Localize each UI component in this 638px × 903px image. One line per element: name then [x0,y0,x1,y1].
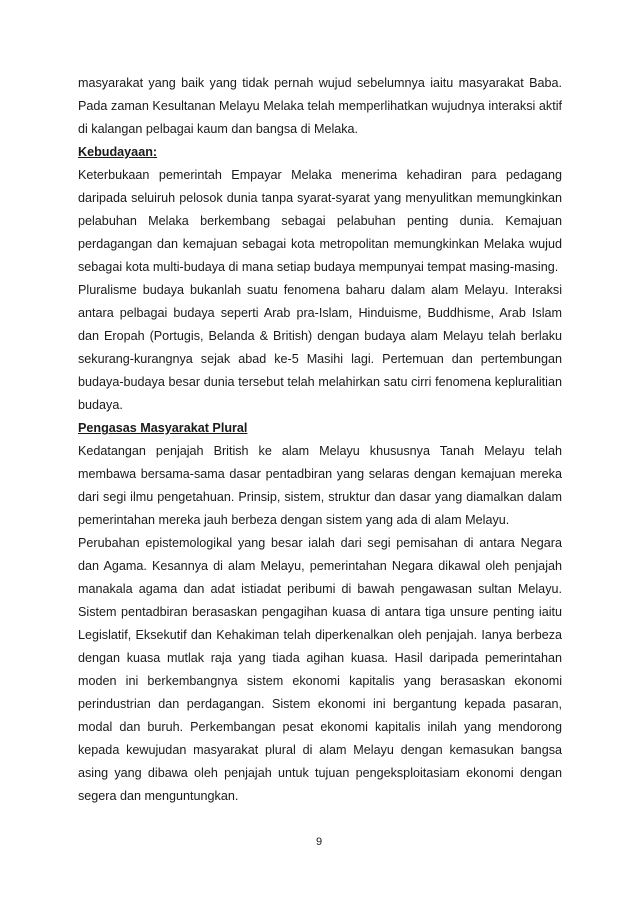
paragraph-kedatangan: Kedatangan penjajah British ke alam Melayu khususnya Tanah Melayu telah membawa bersama-sama dasar pentadbiran yang selaras dengan kemajuan mereka dari segi ilmu pengetahuan. Prinsip, sistem, struktur dan dasar yang diamalkan dalam pemerintahan mereka jauh berbeza dengan sistem yang ada di alam Melayu. [78,444,562,527]
heading-kebudayaan: Kebudayaan: [78,145,158,159]
page-number: 9 [315,836,323,848]
paragraph-pluralisme: Pluralisme budaya bukanlah suatu fenomena baharu dalam alam Melayu. Interaksi antara pelbagai budaya seperti Arab pra-Islam, Hinduisme, Buddhisme, Arab Islam dan Eropah (Portugis, Belanda & British) dengan budaya alam Melayu telah berlaku sekurang-kurangnya sejak abad ke-5 Masihi lagi. Pertemuan dan pertembungan budaya-budaya besar dunia tersebut telah melahirkan satu cirri fenomena kepluralitian budaya. [78,283,562,412]
page-body [78,72,562,808]
heading-pengasas-masyarakat-plural: Pengasas Masyarakat Plural [78,421,248,435]
paragraph-intro: masyarakat yang baik yang tidak pernah wujud sebelumnya iaitu masyarakat Baba. Pada zaman Kesultanan Melayu Melaka telah memperlihatkan wujudnya interaksi aktif di kalangan pelbagai kaum dan bangsa di Melaka. [78,76,562,136]
paragraph-perubahan: Perubahan epistemologikal yang besar ialah dari segi pemisahan di antara Negara dan Agama. Kesannya di alam Melayu, pemerintahan Negara dikawal oleh penjajah manakala agama dan adat istiadat peribumi di bawah pengawasan sultan Melayu. Sistem pentadbiran berasaskan pengagihan kuasa di antara tiga unsure penting iaitu Legislatif, Eksekutif dan Kehakiman telah diperkenalkan oleh penjajah. Ianya berbeza dengan kuasa mutlak raja yang tiada agihan kuasa. Hasil daripada pemerintahan moden ini berkembangnya sistem ekonomi kapitalis yang berasaskan ekonomi perindustrian dan perdagangan. Sistem ekonomi ini bergantung kepada pasaran, modal dan buruh. Perkembangan pesat ekonomi kapitalis inilah yang mendorong kepada kewujudan masyarakat plural di alam Melayu dengan kemasukan bangsa asing yang dibawa oleh penjajah untuk tujuan pengeksploitasiam ekonomi dengan segera dan menguntungkan. [78,536,562,803]
paragraph-keterbukaan: Keterbukaan pemerintah Empayar Melaka menerima kehadiran para pedagang daripada seluiruh pelosok dunia tanpa syarat-syarat yang menyulitkan memungkinkan pelabuhan Melaka berkembang sebagai pelabuhan penting dunia. Kemajuan perdagangan dan kemajuan sebagai kota metropolitan memungkinkan Melaka wujud sebagai kota multi-budaya di mana setiap budaya mempunyai tempat masing-masing. [78,168,562,274]
